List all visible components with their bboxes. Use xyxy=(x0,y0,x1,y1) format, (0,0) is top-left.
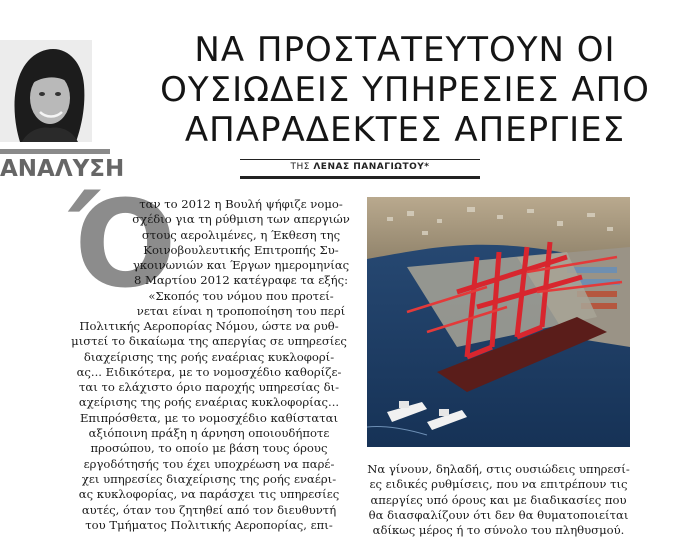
text-line: γκοινωνιών και Έργων ημερομηνίας xyxy=(132,258,350,273)
text-line: χει υπηρεσίες διαχείρισης της ροής εναέρι- xyxy=(81,471,337,486)
text-line: θα διασφαλίζουν ότι δεν θα θυματοποιείται xyxy=(368,507,629,522)
text-line: Πολιτικής Αεροπορίας Νόμου, ώστε να ρυθ- xyxy=(79,319,339,333)
text-line: Κοινοβουλευτικής Επιτροπής Συ- xyxy=(143,242,339,257)
text-line: προσώπου, το οποίο με βάση τους όρους xyxy=(90,441,328,456)
text-line: «Σκοπός του νόμου που προτεί- xyxy=(148,288,334,303)
text-line: εργοδότησής του έχει υποχρέωση να παρέ- xyxy=(83,456,335,471)
text-line: απεργίες υπό όρους και με διαδικασίες που xyxy=(370,492,627,507)
headline-line: ΟΥΣΙΩΔΕΙΣ ΥΠΗΡΕΣΙΕΣ ΑΠΟ xyxy=(160,70,650,110)
text-line: μιστεί το δικαίωμα της απεργίας σε υπηρεσίες xyxy=(71,334,347,349)
text-line: ται το ελάχιστο όριο παροχής υπηρεσίας δι- xyxy=(78,380,340,395)
text-line: ταν το 2012 η Βουλή ψήφιζε νομο- xyxy=(139,197,343,211)
drop-cap: Ό xyxy=(70,176,177,315)
text-line: στους αερολιμένες, η Έκθεση της xyxy=(141,227,341,242)
text-line: νεται είναι η τροποποίηση του περί xyxy=(136,304,346,319)
text-line: ες ειδικές ρυθμίσεις, που να επιτρέπουν τις xyxy=(369,477,628,492)
byline-prefix: ΤΗΣ xyxy=(290,162,314,172)
article-headline xyxy=(150,30,660,150)
article-column-1-body xyxy=(62,319,356,533)
headline-line: ΑΠΑΡΑΔΕΚΤΕΣ ΑΠΕΡΓΙΕΣ xyxy=(184,110,626,150)
section-label: ΑΝΑΛΥΣΗ xyxy=(0,149,110,179)
text-line: 8 Μαρτίου 2012 κατέγραφε τα εξής: xyxy=(134,273,348,288)
text-line: αδίκως μέρος ή το σύνολο του πληθυσμού. xyxy=(372,523,625,538)
port-photo-image xyxy=(367,197,630,447)
text-line: αυτές, όταν του ζητηθεί από τον διευθυντή xyxy=(81,502,337,517)
byline-author: ΛΕΝΑΣ ΠΑΝΑΓΙΩΤΟΥ* xyxy=(313,162,430,172)
text-line: αξιόποινη πράξη η άρνηση οποιουδήποτε xyxy=(88,426,330,441)
text-line: ας... Ειδικότερα, με το νομοσχέδιο καθορίζε- xyxy=(76,364,342,379)
text-line: σχέδιο για τη ρύθμιση των απεργιών xyxy=(132,212,350,227)
text-line: του Τμήματος Πολιτικής Αεροπορίας, επι- xyxy=(85,517,333,532)
byline-rule-top xyxy=(240,159,480,160)
headline-line: ΝΑ ΠΡΟΣΤΑΤΕΥΤΟΥΝ ΟΙ xyxy=(194,30,616,70)
byline xyxy=(240,162,480,172)
author-portrait-image xyxy=(0,40,92,142)
text-line: Να γίνουν, δηλαδή, στις ουσιώδεις υπηρεσί- xyxy=(367,462,630,476)
author-photo xyxy=(0,40,92,142)
text-line: διαχείρισης της ροής εναέριας κυκλοφορί- xyxy=(83,349,335,364)
text-line: Επιπρόσθετα, με το νομοσχέδιο καθίσταται xyxy=(79,410,339,425)
article-column-2 xyxy=(367,462,630,538)
article-column-1-intro xyxy=(126,197,356,319)
port-cranes-photo xyxy=(367,197,630,447)
text-line: ας κυκλοφορίας, να παράσχει τις υπηρεσίες xyxy=(78,487,340,502)
byline-rule-bottom xyxy=(240,176,480,179)
text-line: αχείρισης της ροής εναέριας κυκλοφορίας... xyxy=(78,395,340,410)
